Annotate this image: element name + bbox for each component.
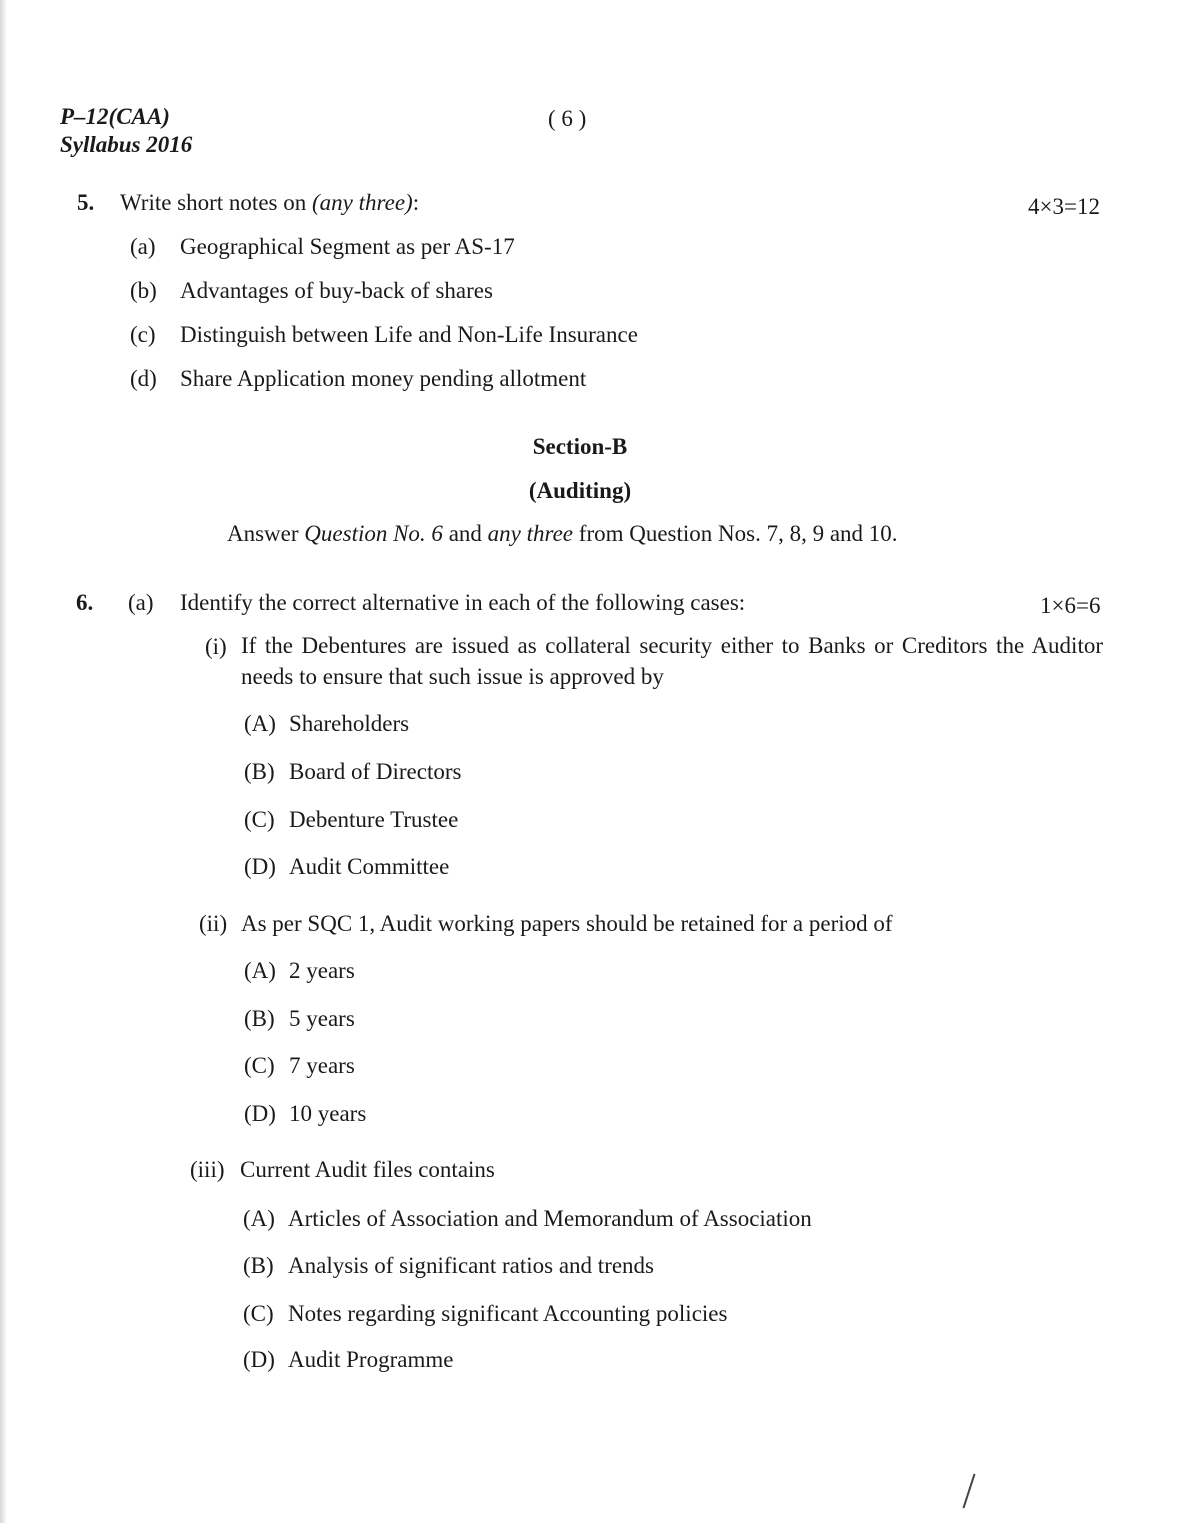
instr-italic: any three [487, 521, 574, 546]
question-6-marks: 1×6=6 [1040, 593, 1101, 618]
option-label: (B) [243, 1253, 274, 1278]
section-subtitle: (Auditing) [528, 478, 632, 503]
syllabus-label: Syllabus 2016 [60, 132, 193, 157]
question-5-number: 5. [77, 190, 95, 215]
question-6-number: 6. [76, 590, 94, 615]
question-5-marks: 4×3=12 [1028, 194, 1100, 219]
sub-question-text: As per SQC 1, Audit working papers should be retained for a period of [241, 911, 893, 936]
q5-item-text: Distinguish between Life and Non-Life Insurance [180, 322, 638, 347]
question-6-part: (a) [128, 590, 154, 615]
instr-italic: Question No. 6 [304, 521, 443, 546]
q5-item-label: (a) [130, 234, 156, 259]
option-label: (B) [244, 759, 275, 784]
paper-code: P–12(CAA) [60, 104, 170, 129]
option-text: Articles of Association and Memorandum of Association [288, 1206, 812, 1231]
q5-item-text: Geographical Segment as per AS-17 [180, 234, 515, 259]
option-label: (D) [243, 1347, 275, 1372]
question-5-prompt [120, 190, 419, 216]
option-text: 2 years [289, 958, 355, 983]
option-label: (A) [243, 1206, 275, 1231]
option-text: 10 years [289, 1101, 367, 1126]
option-text: Audit Committee [289, 854, 450, 879]
option-label: (A) [244, 711, 276, 736]
sub-question-text: If the Debentures are issued as collateral security either to Banks or Creditors the Auditor needs to ensure that such issue is approved by [241, 633, 1103, 689]
prompt-italic: (any three) [312, 190, 413, 215]
section-instructions [227, 521, 898, 547]
q5-item-label: (d) [130, 366, 157, 391]
option-text: Analysis of significant ratios and trends [288, 1253, 655, 1278]
option-text: Notes regarding significant Accounting policies [288, 1301, 728, 1326]
instr-text: and [442, 521, 488, 546]
option-label: (C) [244, 807, 275, 832]
prompt-colon: : [412, 190, 420, 215]
option-text: Debenture Trustee [289, 807, 459, 832]
q5-item-text: Advantages of buy-back of shares [180, 278, 493, 303]
option-label: (D) [244, 854, 276, 879]
q5-item-label: (b) [130, 278, 157, 303]
prompt-text: Write short notes on [120, 190, 312, 215]
question-6-prompt: Identify the correct alternative in each of the following cases: [180, 590, 746, 615]
sub-question-text: Current Audit files contains [240, 1157, 495, 1182]
scan-edge-shadow [0, 0, 7, 1523]
option-label: (D) [244, 1101, 276, 1126]
sub-question-label: (iii) [190, 1157, 225, 1182]
page-number: ( 6 ) [548, 106, 587, 131]
option-text: Audit Programme [288, 1347, 454, 1372]
instr-text: from Question Nos. 7, 8, 9 and 10. [573, 521, 898, 546]
option-label: (A) [244, 958, 276, 983]
option-text: Shareholders [289, 711, 410, 736]
sub-question-label: (i) [205, 634, 227, 659]
option-text: 7 years [289, 1053, 355, 1078]
sub-question-label: (ii) [199, 911, 228, 936]
option-text: 5 years [289, 1006, 355, 1031]
instr-text: Answer [227, 521, 305, 546]
q5-item-text: Share Application money pending allotment [180, 366, 587, 391]
option-text: Board of Directors [289, 759, 462, 784]
option-label: (B) [244, 1006, 275, 1031]
section-title: Section-B [532, 434, 628, 459]
pen-stroke-mark [962, 1474, 975, 1509]
option-label: (C) [244, 1053, 275, 1078]
option-label: (C) [243, 1301, 274, 1326]
q5-item-label: (c) [130, 322, 156, 347]
